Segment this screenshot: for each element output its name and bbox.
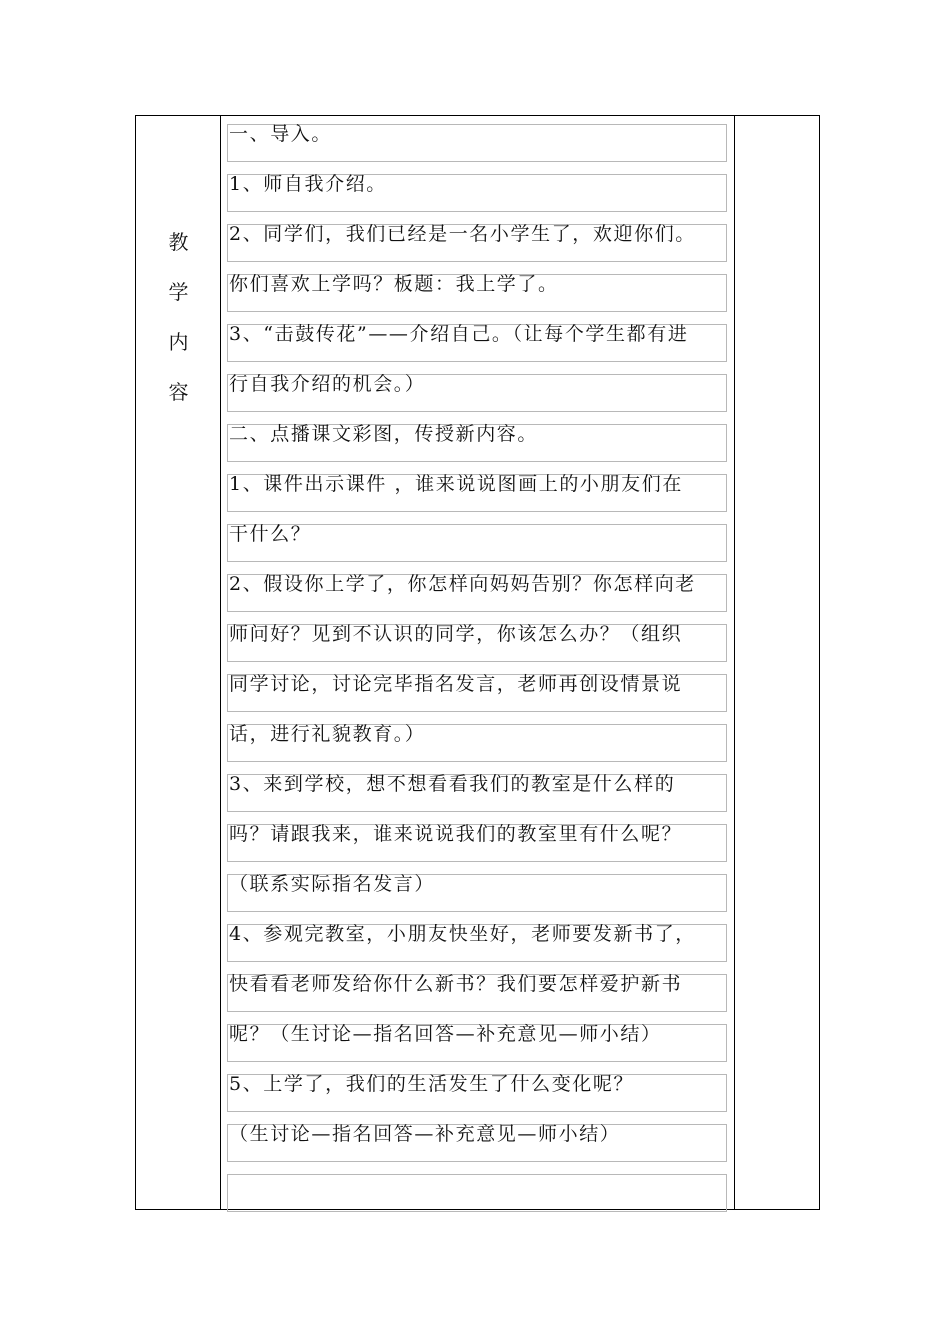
remarks-column [735, 116, 821, 1209]
content-line: （联系实际指名发言） [229, 873, 436, 895]
label-column [136, 116, 221, 1209]
section-label-char: 内 [168, 330, 189, 354]
content-line: 3、“击鼓传花”——介绍自己。（让每个学生都有进 [229, 323, 689, 345]
content-line: 2、同学们，我们已经是一名小学生了，欢迎你们。 [229, 223, 696, 245]
content-line: 你们喜欢上学吗？板题：我上学了。 [229, 273, 559, 295]
content-line: 行自我介绍的机会。） [229, 373, 426, 395]
section-label-char: 学 [168, 280, 189, 304]
content-line: 2、假设你上学了，你怎样向妈妈告别？你怎样向老 [229, 573, 696, 595]
content-line: 呢？（生讨论—指名回答—补充意见—师小结） [229, 1023, 662, 1045]
content-column [221, 116, 735, 1209]
lesson-table [135, 115, 820, 1210]
section-label-char: 容 [168, 380, 189, 404]
content-line: 同学讨论，讨论完毕指名发言，老师再创设情景说 [229, 673, 683, 695]
content-line: 话，进行礼貌教育。） [229, 723, 426, 745]
content-line: 吗？请跟我来，谁来说说我们的教室里有什么呢？ [229, 823, 683, 845]
section-label [136, 217, 221, 417]
section-label-char: 教 [168, 230, 189, 254]
content-line: 干什么？ [229, 523, 312, 545]
content-line: 5、上学了，我们的生活发生了什么变化呢？ [229, 1073, 635, 1095]
content-line: 1、师自我介绍。 [229, 173, 387, 195]
content-line: （生讨论—指名回答—补充意见—师小结） [229, 1123, 621, 1145]
content-line: 二、点播课文彩图，传授新内容。 [229, 423, 539, 445]
content-line [229, 1164, 729, 1204]
content-line: 3、来到学校，想不想看看我们的教室是什么样的 [229, 773, 676, 795]
content-line: 4、参观完教室，小朋友快坐好，老师要发新书了， [229, 923, 696, 945]
content-line: 快看看老师发给你什么新书？我们要怎样爱护新书 [229, 973, 683, 995]
content-line: 1、课件出示课件 ，谁来说说图画上的小朋友们在 [229, 473, 683, 495]
content-line: 师问好？见到不认识的同学，你该怎么办？（组织 [229, 623, 683, 645]
content-line: 一、导入。 [229, 123, 333, 145]
